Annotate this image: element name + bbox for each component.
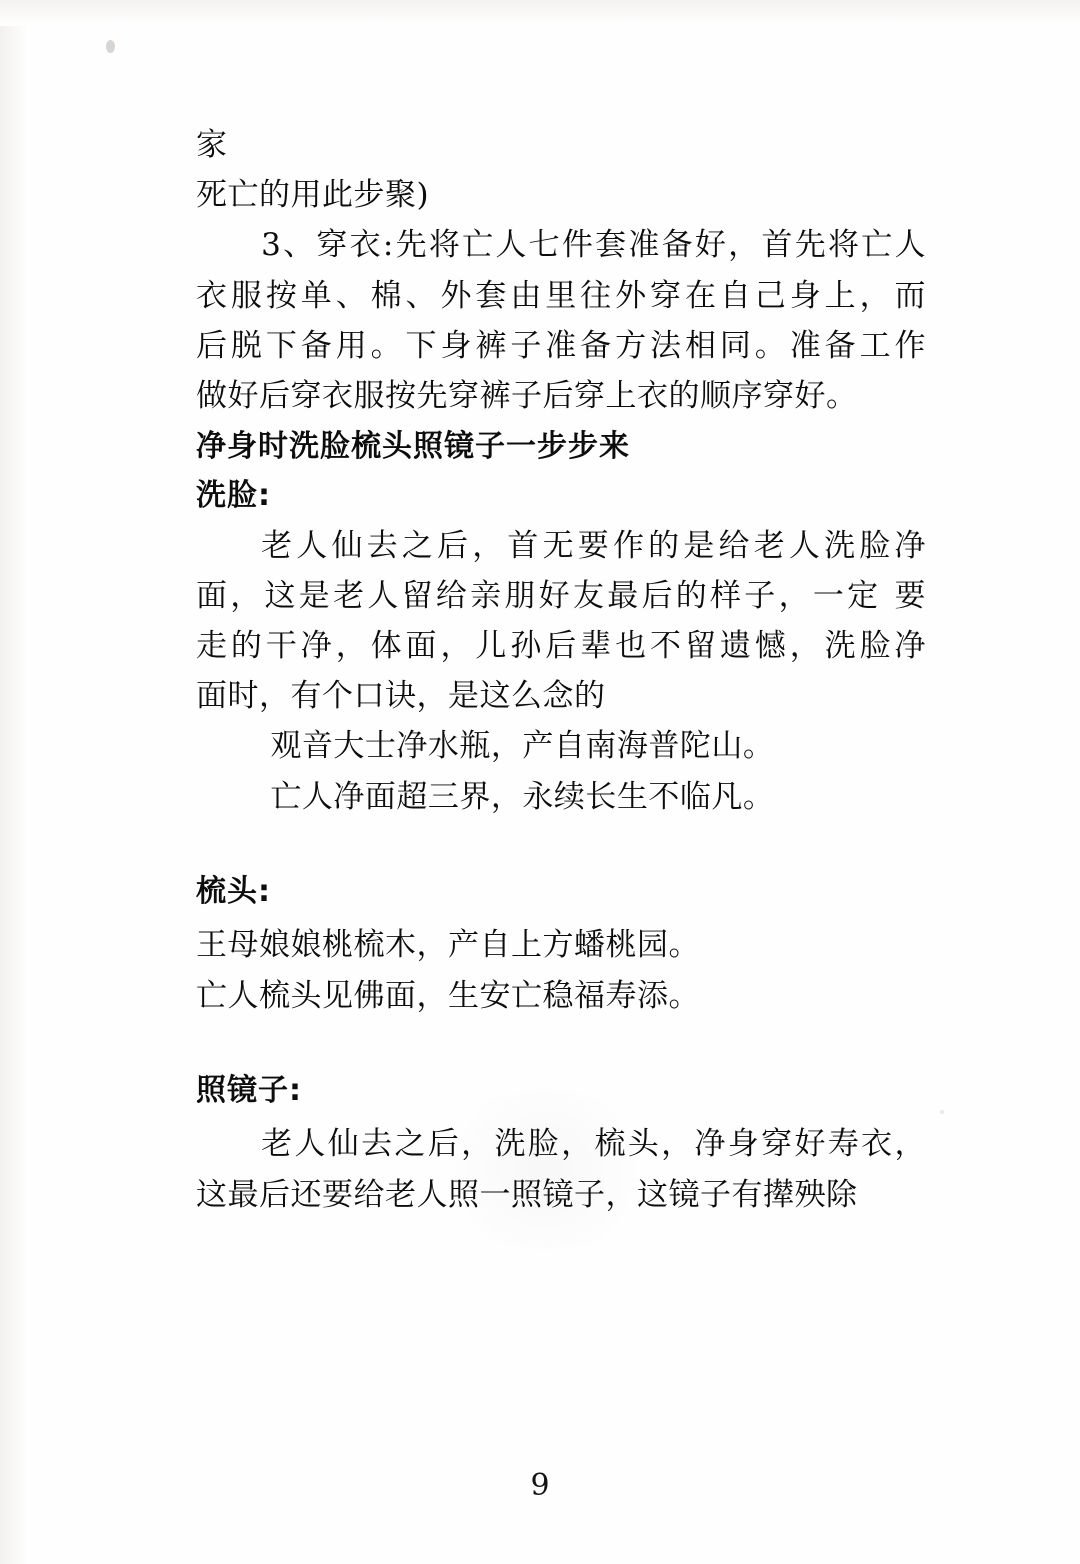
- text-line: 这最后还要给老人照一照镜子，这镜子有撵殃除: [196, 1176, 858, 1213]
- verse-line: 亡人梳头见佛面，生安亡稳福寿添。: [196, 977, 700, 1014]
- spacer: [196, 822, 926, 868]
- page-number: 9: [530, 1468, 550, 1503]
- heading-comb-hair: 梳头:: [196, 873, 271, 909]
- text-line: 老人仙去之后，首无要作的是给老人洗脸净: [261, 527, 926, 564]
- scan-speck: [940, 1110, 944, 1114]
- heading-wash-face: 洗脸:: [196, 477, 271, 513]
- text-line: 老人仙去之后，洗脸，梳头，净身穿好寿衣，: [261, 1126, 926, 1163]
- verse-line: 观音大士净水瓶，产自南海普陀山。: [270, 728, 775, 765]
- text-line: 面，这是老人留给亲朋好友最后的样子，一定 要: [196, 577, 926, 614]
- heading-mirror: 照镜子:: [196, 1072, 302, 1108]
- scan-speck: [106, 40, 115, 53]
- text-line: 面时，有个口诀，是这么念的: [196, 678, 606, 715]
- text-line: 做好后穿衣服按先穿裤子后穿上衣的顺序穿好。: [196, 378, 858, 415]
- text-line: 衣服按单、棉、外套由里往外穿在自己身上，而: [196, 277, 926, 314]
- verse-line: 亡人净面超三界，永续长生不临凡。: [270, 778, 775, 815]
- scan-edge-left: [0, 0, 30, 1564]
- heading-cleansing: 净身时洗脸梳头照镜子一步步来: [196, 429, 630, 465]
- text-line: 后脱下备用。下身裤子准备方法相同。准备工作: [196, 327, 926, 364]
- text-line: 死亡的用此步聚): [196, 177, 430, 214]
- text-line: 3、穿衣:先将亡人七件套准备好，首先将亡人: [261, 227, 926, 264]
- text-line: 走的干净，体面，儿孙后辈也不留遗憾，洗脸净: [196, 627, 926, 664]
- verse-line: 王母娘娘桃梳木，产自上方蟠桃园。: [196, 927, 700, 964]
- document-body: [196, 120, 926, 1220]
- scan-edge-top: [0, 0, 1080, 26]
- spacer: [196, 1021, 926, 1067]
- text-line: 家: [196, 127, 228, 163]
